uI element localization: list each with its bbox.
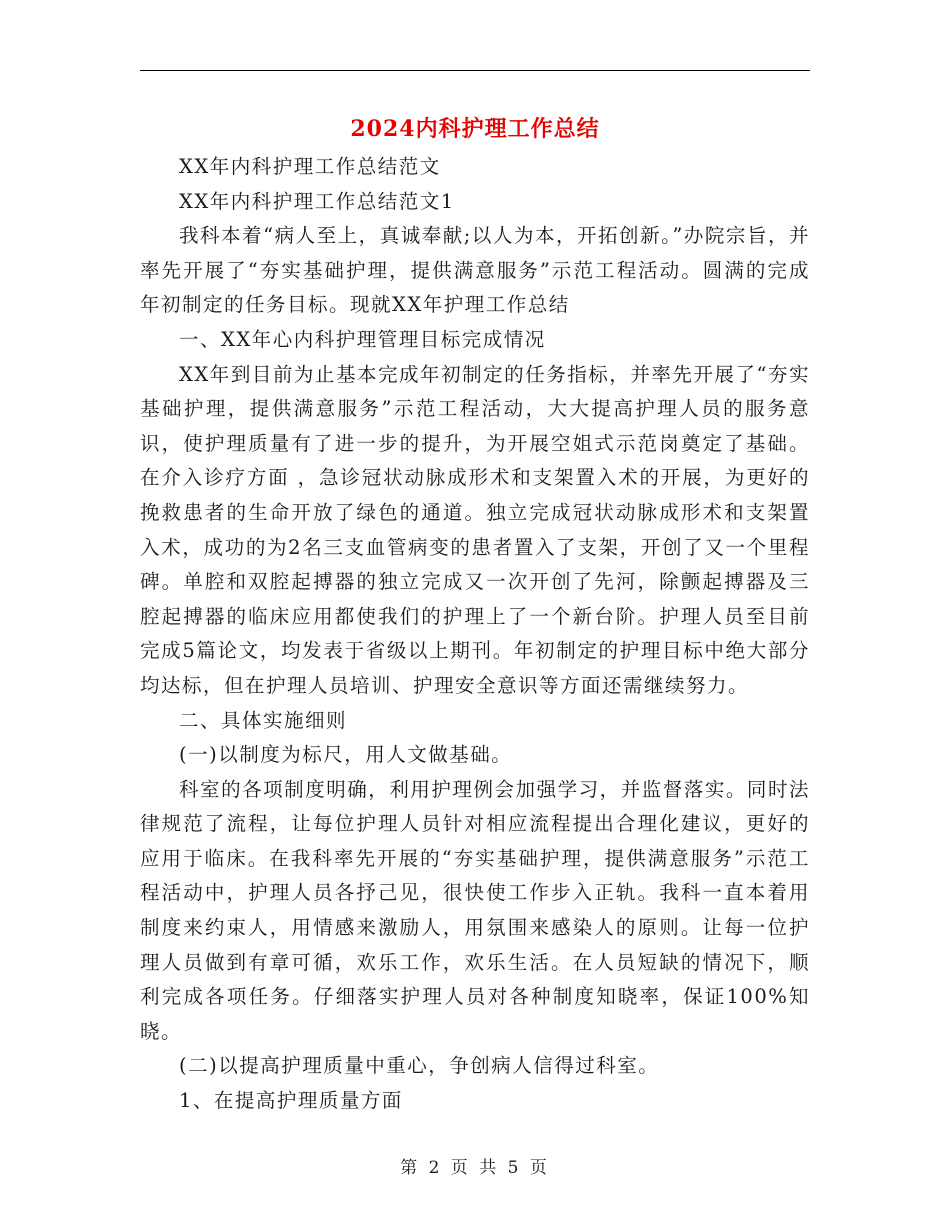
paragraph: 科室的各项制度明确，利用护理例会加强学习，并监督落实。同时法律规范了流程，让每位护理人员针对相应流程提出合理化建议，更好的应用于临床。在我科率先开展的“夯实基础护理，提供满意服务”示范工程活动中，护理人员各抒己见，很快使工作步入正轨。我科一直本着用制度来约束人，用情感来激励人，用氛围来感染人的原则。让每一位护理人员做到有章可循，欢乐工作，欢乐生活。在人员短缺的情况下，顺利完成各项任务。仔细落实护理人员对各种制度知晓率，保证100%知晓。 <box>140 777 810 1043</box>
paragraph: XX年内科护理工作总结范文1 <box>179 189 455 213</box>
subsection-heading: (二)以提高护理质量中重心，争创病人信得过科室。 <box>179 1054 660 1078</box>
paragraph: XX年内科护理工作总结范文 <box>179 155 441 178</box>
paragraph: 我科本着“病人至上，真诚奉献;以人为本，开拓创新。”办院宗旨，并率先开展了“夯实基础护理，提供满意服务”示范工程活动。圆满的完成年初制定的任务目标。现就XX年护理工作总结 <box>140 224 810 317</box>
document-title: 2024内科护理工作总结 <box>350 116 600 142</box>
section-heading: 一、XX年心内科护理管理目标完成情况 <box>179 327 546 351</box>
subsection-heading: 1、在提高护理质量方面 <box>179 1089 403 1113</box>
section-heading: 二、具体实施细则 <box>179 708 348 732</box>
page-number: 第 2 页 共 5 页 <box>400 1158 550 1178</box>
paragraph: XX年到目前为止基本完成年初制定的任务指标，并率先开展了“夯实基础护理，提供满意服务”示范工程活动，大大提高护理人员的服务意识，使护理质量有了进一步的提升，为开展空姐式示范岗奠定了基础。在介入诊疗方面 ，急诊冠状动脉成形术和支架置入术的开展，为更好的挽救患者的生命开放了绿色的通道。独立完成冠状动脉成形术和支架置入术，成功的为2名三支血管病变的患者置入了支架，开创了又一个里程碑。单腔和双腔起搏器的独立完成又一次开创了先河，除颤起搏器及三腔起搏器的临床应用都使我们的护理上了一个新台阶。护理人员至目前完成5篇论文，均发表于省级以上期刊。年初制定的护理目标中绝大部分均达标，但在护理人员培训、护理安全意识等方面还需继续努力。 <box>140 362 810 697</box>
header-rule <box>140 70 810 71</box>
document-body <box>140 150 810 1119</box>
subsection-heading: (一)以制度为标尺，用人文做基础。 <box>179 743 513 767</box>
